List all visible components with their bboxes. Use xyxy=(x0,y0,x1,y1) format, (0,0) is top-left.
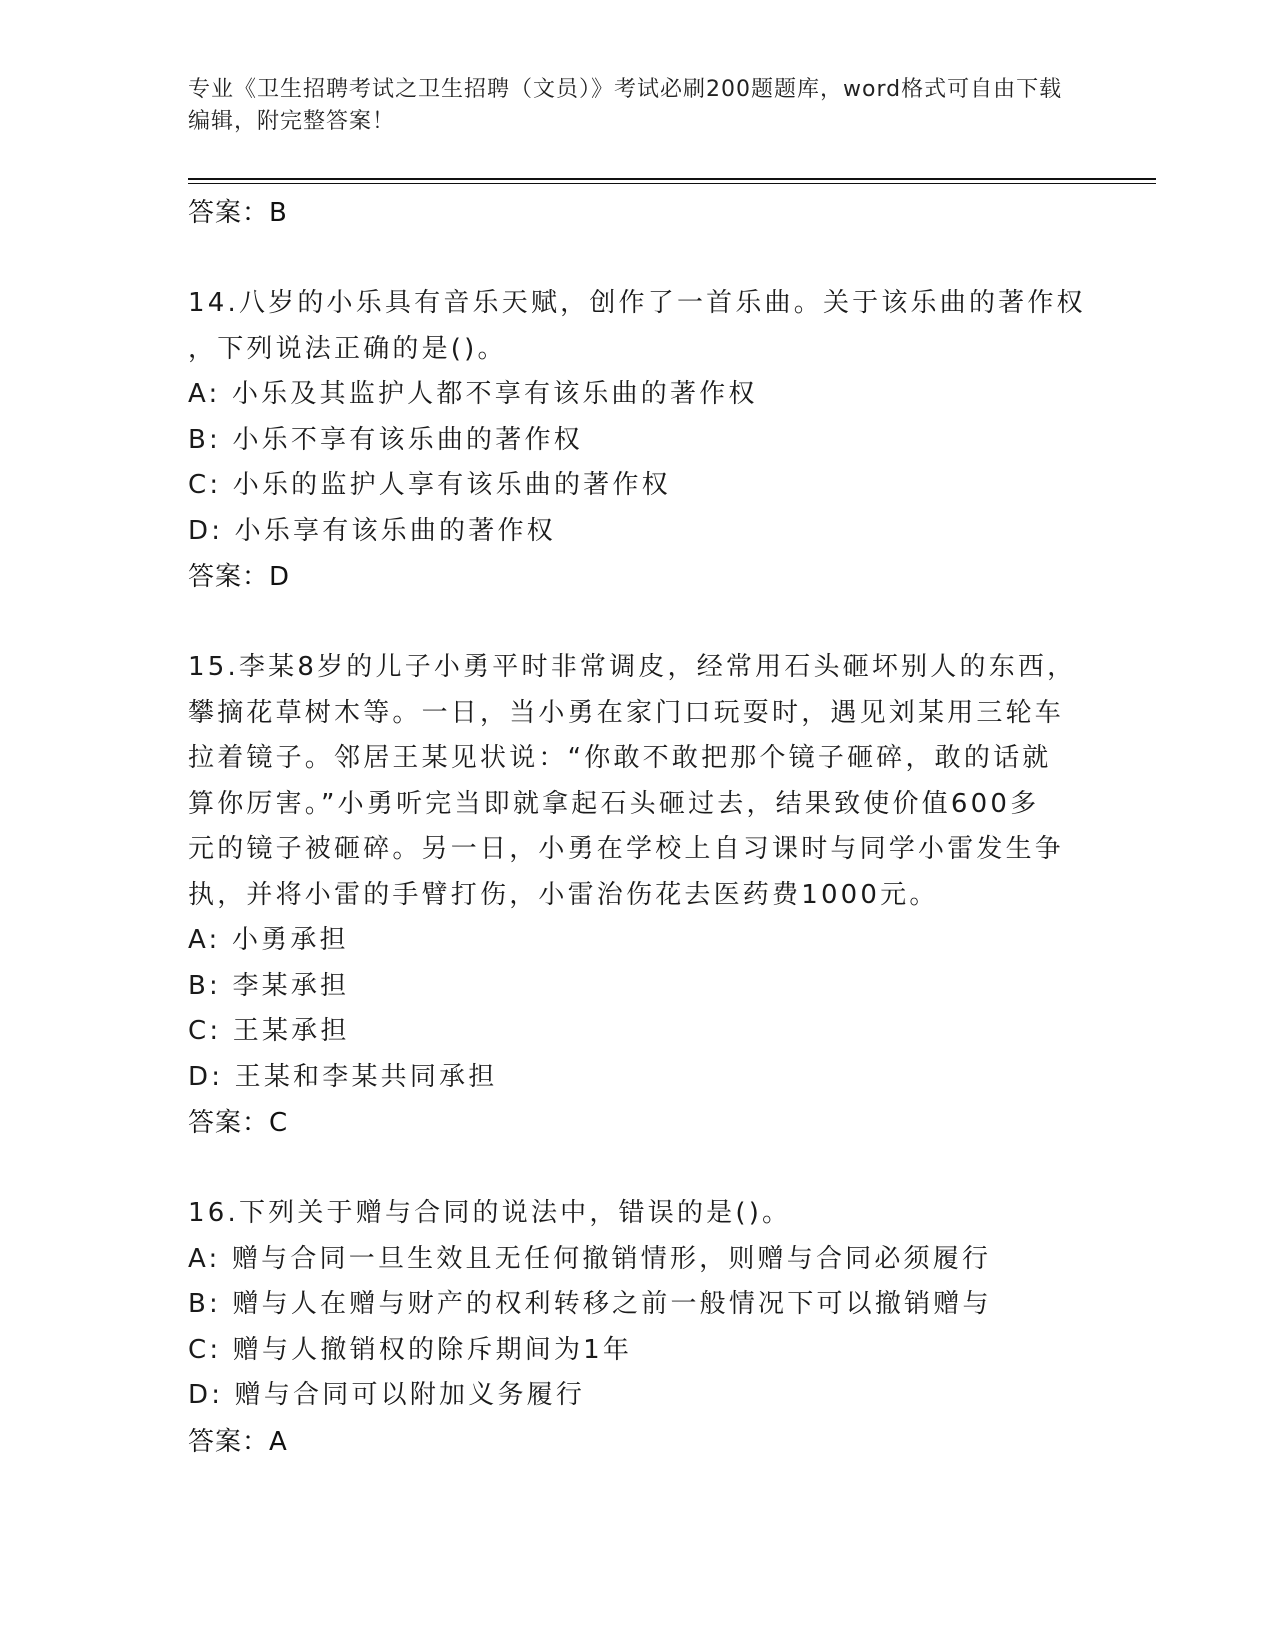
question-stem-line: 执，并将小雷的手臂打伤，小雷治伤花去医药费1000元。 xyxy=(188,879,939,910)
option-d: D: 王某和李某共同承担 xyxy=(188,1061,498,1092)
option-c: C: 小乐的监护人享有该乐曲的著作权 xyxy=(188,470,671,500)
option-d: D: 赠与合同可以附加义务履行 xyxy=(188,1380,586,1410)
question-stem-line: 16.下列关于赠与合同的说法中，错误的是()。 xyxy=(188,1198,792,1228)
question-block xyxy=(188,645,1088,1146)
option-c: C: 王某承担 xyxy=(188,1016,350,1046)
question-stem-line: 拉着镜子。邻居王某见状说：“你敢不敢把那个镜子砸碎，敢的话就 xyxy=(188,743,1052,773)
answer-line: 答案：D xyxy=(188,562,291,592)
spacer xyxy=(188,600,1088,645)
document-header: 专业《卫生招聘考试之卫生招聘（文员）》考试必刷200题题库，word格式可自由下载编辑，附完整答案！ xyxy=(188,77,1063,134)
header-rule-thin xyxy=(188,183,1156,184)
question-stem-line: 元的镜子被砸碎。另一日，小勇在学校上自习课时与同学小雷发生争 xyxy=(188,834,1065,864)
question-stem-line: ，下列说法正确的是()。 xyxy=(188,333,507,364)
document-content xyxy=(188,190,1088,1465)
question-block xyxy=(188,281,1088,600)
option-b: B: 小乐不享有该乐曲的著作权 xyxy=(188,424,583,455)
option-b: B: 赠与人在赠与财产的权利转移之前一般情况下可以撤销赠与 xyxy=(188,1289,992,1319)
header-rule-thick xyxy=(188,178,1156,180)
answer-line: 答案：C xyxy=(188,1108,289,1138)
question-stem-line: 攀摘花草树木等。一日，当小勇在家门口玩耍时，遇见刘某用三轮车 xyxy=(188,697,1065,728)
question-block xyxy=(188,1191,1088,1465)
option-a: A: 小乐及其监护人都不享有该乐曲的著作权 xyxy=(188,379,758,409)
spacer xyxy=(188,236,1088,281)
question-stem-line: 15.李某8岁的儿子小勇平时非常调皮，经常用石头砸坏别人的东西， xyxy=(188,652,1077,682)
question-stem-line: 14.八岁的小乐具有音乐天赋，创作了一首乐曲。关于该乐曲的著作权 xyxy=(188,288,1086,318)
previous-answer: 答案：B xyxy=(188,198,288,228)
option-c: C: 赠与人撤销权的除斥期间为1年 xyxy=(188,1334,633,1365)
spacer xyxy=(188,1146,1088,1191)
option-a: A: 赠与合同一旦生效且无任何撤销情形，则赠与合同必须履行 xyxy=(188,1243,992,1274)
option-b: B: 李某承担 xyxy=(188,970,350,1001)
question-stem-line: 算你厉害。”小勇听完当即就拿起石头砸过去，结果致使价值600多 xyxy=(188,788,1040,819)
answer-line: 答案：A xyxy=(188,1426,288,1457)
option-d: D: 小乐享有该乐曲的著作权 xyxy=(188,515,556,546)
option-a: A: 小勇承担 xyxy=(188,925,349,955)
